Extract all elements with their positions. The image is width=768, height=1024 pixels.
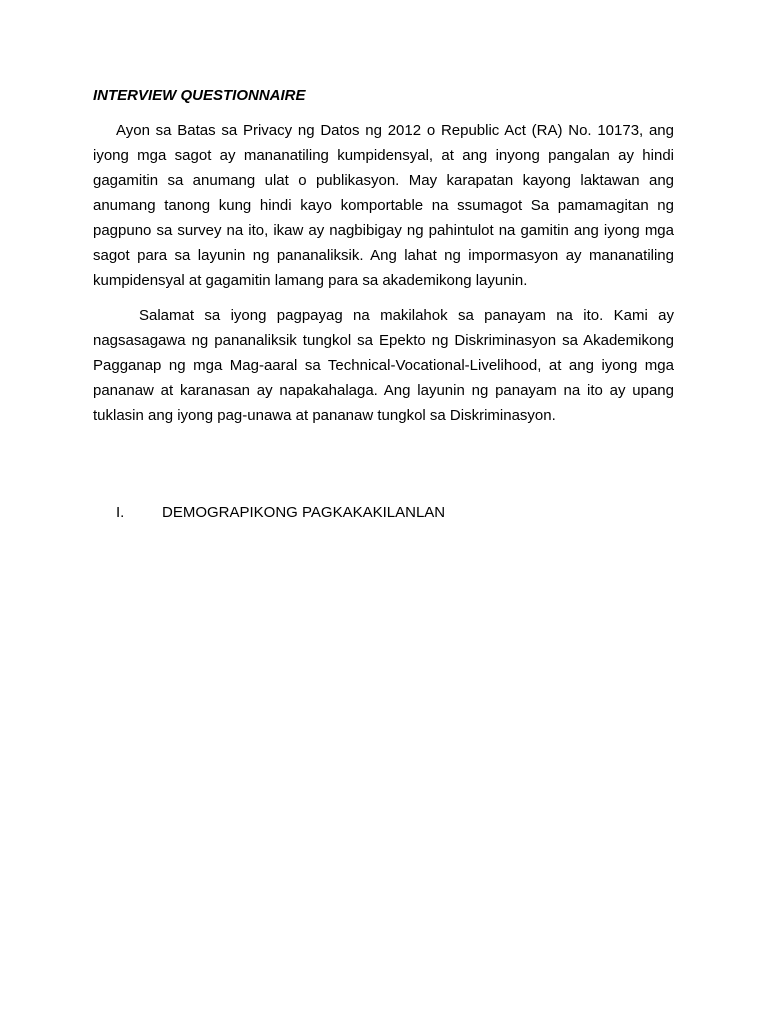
privacy-paragraph: Ayon sa Batas sa Privacy ng Datos ng 2012 o Republic Act (RA) No. 10173, ang iyong mga sagot ay mananatiling kumpidensyal, at ang inyong pangalan ay hindi gagamitin sa anumang ulat o publikasyon. May karapatan kayong laktawan ang anumang tanong kung hindi kayo komportable na ssumagot Sa pamamagitan ng pagpuno sa survey na ito, ikaw ay nagbibigay ng pahintulot na gamitin ang iyong mga sagot para sa layunin ng pananaliksik. Ang lahat ng impormasyon ay mananatiling kumpidensyal at gagamitin lamang para sa akademikong layunin. [93,122,674,289]
section-heading [116,503,445,523]
section-number: I. [116,504,125,521]
section-title: DEMOGRAPIKONG PAGKAKAKILANLAN [162,504,446,521]
document-body [93,86,674,438]
document-title: INTERVIEW QUESTIONNAIRE [93,87,306,104]
intro-paragraph: Salamat sa iyong pagpayag na makilahok sa panayam na ito. Kami ay nagsasagawa ng pananaliksik tungkol sa Epekto ng Diskriminasyon sa Akademikong Pagganap ng mga Mag-aaral sa Technical-Vocational-Livelihood, at ang iyong mga pananaw at karanasan ay napakahalaga. Ang layunin ng panayam na ito ay upang tuklasin ang iyong pag-unawa at pananaw tungkol sa Diskriminasyon. [93,307,674,424]
